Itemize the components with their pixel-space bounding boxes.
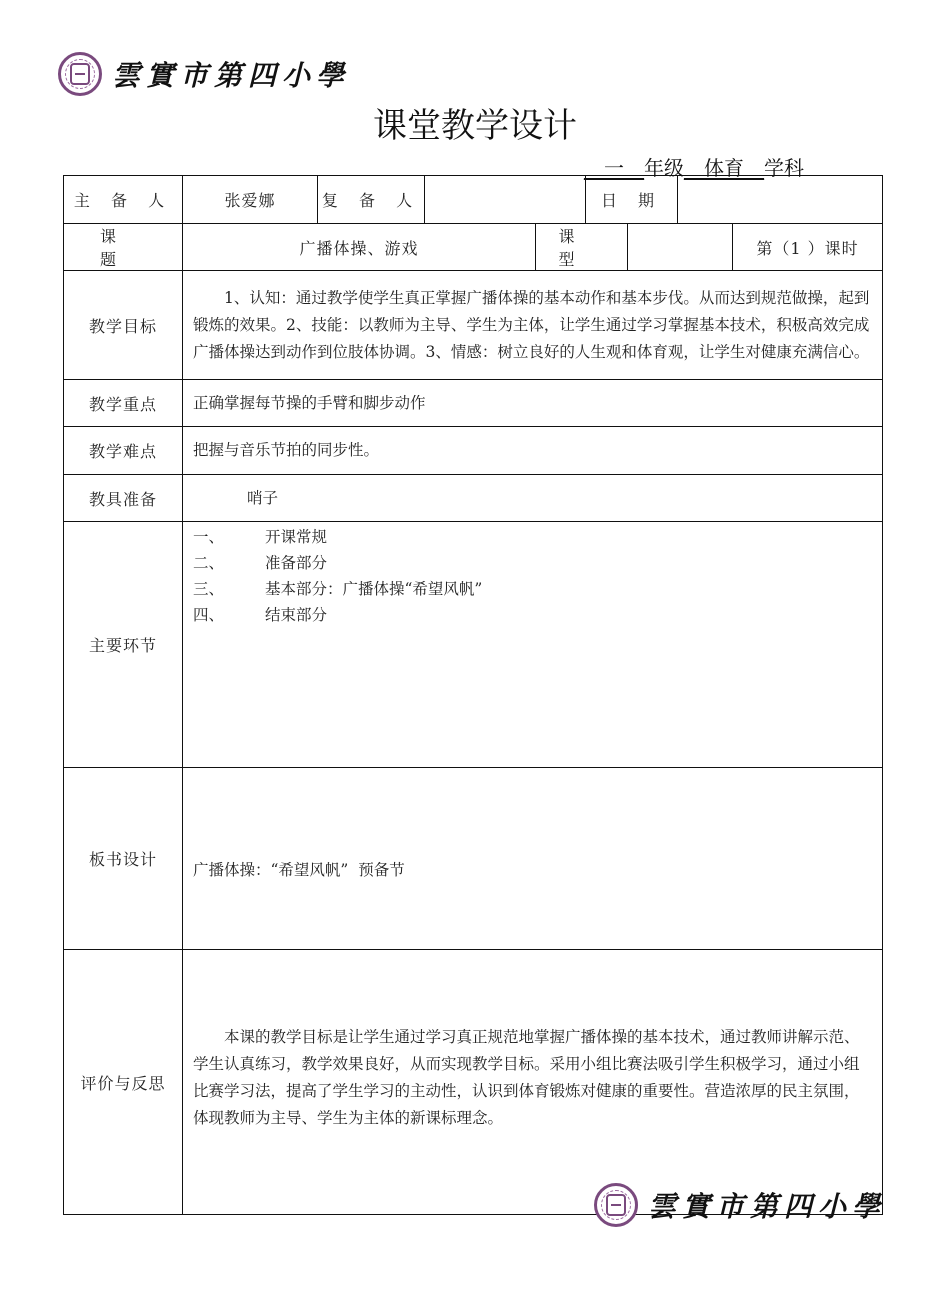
date-label: 日 期 [586, 176, 678, 224]
row-main-steps [64, 522, 883, 768]
materials-label: 教具准备 [64, 475, 183, 522]
list-item: 四、 结束部分 [193, 606, 328, 624]
key-points-label: 教学重点 [64, 380, 183, 427]
key-points-text: 正确掌握每节操的手臂和脚步动作 [183, 380, 883, 427]
row-goals [64, 271, 883, 380]
row-difficulties [64, 427, 883, 475]
grade-value: __一__ [584, 156, 644, 180]
main-steps-label: 主要环节 [64, 522, 183, 768]
row-materials [64, 475, 883, 522]
row-topic [64, 224, 883, 271]
school-logo-bottom [594, 1183, 886, 1227]
co-preparer-label: 复 备 人 [318, 176, 425, 224]
main-steps-list [183, 522, 883, 768]
lesson-count: 第（1 ）课时 [733, 224, 883, 271]
page-title: 课堂教学设计 [373, 106, 577, 146]
preparer-value: 张爱娜 [183, 176, 318, 224]
lesson-plan-table [63, 175, 883, 1215]
school-seal-icon [58, 52, 102, 96]
board-label: 板书设计 [64, 768, 183, 950]
row-reflection [64, 950, 883, 1215]
list-item: 二、 准备部分 [193, 554, 328, 572]
list-item: 一、 开课常规 [193, 528, 328, 546]
goals-text: 1、认知：通过教学使学生真正掌握广播体操的基本动作和基本步伐。从而达到规范做操，起到锻炼的效果。2、技能：以教师为主导、学生为主体，让学生通过学习掌握基本技术，积极高效完成广播体操达到动作到位肢体协调。3、情感：树立良好的人生观和体育观，让学生对健康充满信心。 [183, 271, 883, 380]
goals-label: 教学目标 [64, 271, 183, 380]
reflection-text: 本课的教学目标是让学生通过学习真正规范地掌握广播体操的基本技术，通过教师讲解示范、学生认真练习，教学效果良好，从而实现教学目标。采用小组比赛法吸引学生积极学习，通过小组比赛学习法，提高了学生学习的主动性，认识到体育锻炼对健康的重要性。营造浓厚的民主氛围，体现教师为主导、学生为主体的新课标理念。 [183, 950, 883, 1215]
difficulties-label: 教学难点 [64, 427, 183, 475]
list-item: 三、 基本部分：广播体操“希望风帆” [193, 580, 483, 598]
type-value [628, 224, 733, 271]
board-text: 广播体操：“希望风帆” 预备节 [183, 768, 883, 950]
difficulties-text: 把握与音乐节拍的同步性。 [183, 427, 883, 475]
row-key-points [64, 380, 883, 427]
materials-text: 哨子 [183, 475, 883, 522]
topic-label: 课 题 [64, 224, 183, 271]
reflection-label: 评价与反思 [64, 950, 183, 1215]
type-label: 课 型 [536, 224, 628, 271]
school-logo-top [58, 52, 350, 96]
grade-suffix: 年级 [644, 156, 684, 180]
row-board [64, 768, 883, 950]
subject-suffix: 学科 [764, 156, 804, 180]
school-seal-icon [594, 1183, 638, 1227]
co-preparer-value [425, 176, 586, 224]
topic-value: 广播体操、游戏 [183, 224, 536, 271]
subject-value: __体育__ [684, 156, 764, 180]
school-name: 雲實市第四小學 [648, 1190, 887, 1223]
preparer-label: 主 备 人 [64, 176, 183, 224]
row-preparers [64, 176, 883, 224]
school-name: 雲實市第四小學 [112, 59, 351, 92]
date-value [678, 176, 883, 224]
